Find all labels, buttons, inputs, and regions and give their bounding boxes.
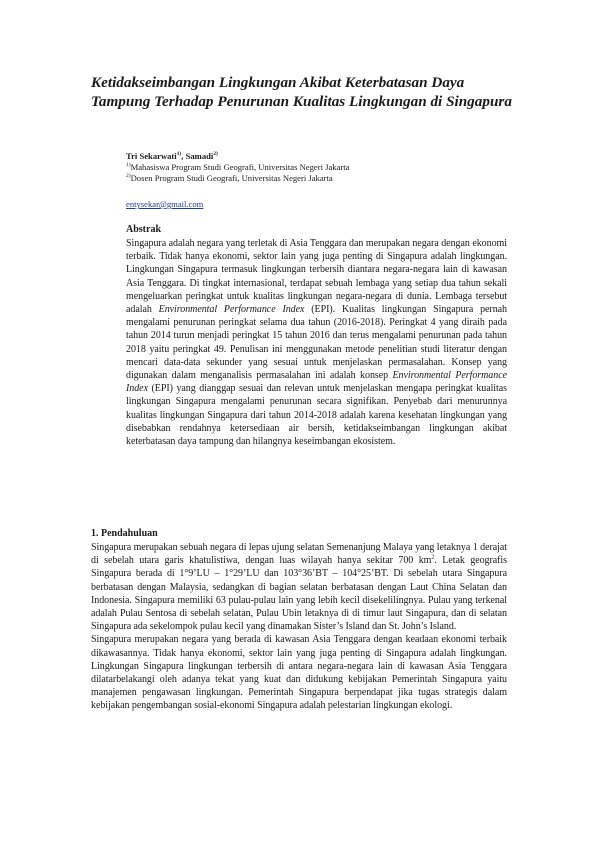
author-block bbox=[126, 151, 526, 184]
abstract-heading: Abstrak bbox=[126, 224, 162, 235]
introduction-heading: 1. Pendahuluan bbox=[91, 528, 158, 539]
affiliation-2-text: Dosen Program Studi Geografi, Universitas Negeri Jakarta bbox=[130, 173, 333, 183]
author-2-name: Samadi bbox=[185, 151, 214, 161]
introduction-section bbox=[91, 527, 507, 713]
author-names bbox=[126, 151, 526, 162]
introduction-paragraph-1 bbox=[91, 541, 507, 633]
affiliation-2-marker: 2) bbox=[126, 173, 131, 180]
abstract-section bbox=[126, 223, 507, 448]
abstract-text-3: (EPI) yang dianggap sesuai dan relevan untuk menjelaskan mengapa peringkat kualitas lingkungan Singapura mengalami penurunan secara signifikan. Penyebab dari menurunnya kualitas lingkungan Singapura dari tahun 2014-2018 adalah karena kesehatan lingkungan yang disebabkan rendahnya ketersediaan air bersih, ketidakseimbangan lingkungan akibat keterbatasan daya tampung dan hilangnya keseimbangan ekosistem. bbox=[126, 383, 507, 448]
affiliation-1-text: Mahasiswa Program Studi Geografi, Universitas Negeri Jakarta bbox=[130, 162, 350, 172]
author-email-link[interactable]: entysekar@gmail.com bbox=[126, 199, 204, 209]
abstract-text-1: Singapura adalah negara yang terletak di Asia Tenggara dan merupakan negara dengan ekonomi terbaik. Tidak hanya ekonomi, sektor lain yang juga penting di Singapura adalah lingkungan. Lingkungan Singapura termasuk lingkungan terbersih diantara negara-negara lain di kawasan Asia Tenggara. Di tingkat internasional, terdapat sebuah lembaga yang setiap dua tahun sekali mengeluarkan peringkat untuk kualitas lingkungan negara-negara di dunia. Lembaga tersebut adalah bbox=[126, 238, 507, 316]
introduction-paragraph-2: Singapura merupakan negara yang berada di kawasan Asia Tenggara dengan keadaan ekonomi terbaik dikawasannya. Tidak hanya ekonomi, sektor lain yang juga penting di Singapura adalah lingkungan. Lingkungan Singapura lingkungan terbersih di antara negara-negara lain di kawasan Asia Tenggara dilatarbelakangi oleh adanya tekat yang kuat dan didukung kebijakan Pemerintah Singapura yaitu manajemen pengawasan lingkungan. Pemerintah Singapura berpendapat jika tugas strategis dalam kebijakan pengembangan sosial-ekonomi Singapura adalah pelestarian lingkungan ekologi. bbox=[91, 634, 507, 712]
author-separator: , bbox=[181, 151, 186, 161]
abstract-text-2: (EPI). Kualitas lingkungan Singapura pernah mengalami penurunan peringkat selama dua tahun (2016-2018). Peringkat 4 yang diraih pada tahun 2014 turun menjadi peringkat 15 tahun 2016 dan terus mengalami penurunan pada tahun 2018 yaitu peringkat 49. Penulisan ini menggunakan metode penelitian studi literatur dengan mencari data-data sekunder yang sesuai untuk menjelaskan permasalahan. Konsep yang digunakan dalam menganalisis permasalahan ini adalah konsep bbox=[126, 304, 507, 382]
intro-area-superscript: 2 bbox=[431, 554, 435, 561]
author-1-marker: 1) bbox=[176, 151, 182, 158]
intro-text-1a: Singapura merupakan sebuah negara di lepas ujung selatan Semenanjung Malaya yang letaknya 1 derajat di sebelah utara garis khatulistiwa, dengan luas wilayah hanya sekitar 700 km bbox=[91, 542, 507, 567]
intro-text-1b: . Letak geografis Singapura berada di 1°9’LU – 1°29’LU dan 103°36’BT – 104°25’BT. Di sebelah utara Singapura berbatasan dengan Malaysia, sedangkan di bagian selatan berbatasan dengan Laut China Selatan dan Indonesia. Singapura memiliki 63 pulau-pulau lain yang lebih kecil disekelilingnya. Pulau yang terkenal adalah Pulau Sentosa di sebelah selatan, Pulau Ubin letaknya di di timur laut Singapura, dan di selatan Singapura ada sekelompok pulau kecil yang dinamakan Sister’s Island dan St. John’s Island. bbox=[91, 555, 508, 633]
author-2-marker: 2) bbox=[213, 151, 218, 158]
affiliation-1 bbox=[126, 162, 526, 173]
author-1-name: Tri Sekarwati bbox=[126, 151, 177, 161]
affiliation-2 bbox=[126, 173, 526, 184]
abstract-epi-term-1: Environmental Performance Index bbox=[158, 304, 305, 316]
abstract-epi-term-2: Environmental Performance Index bbox=[126, 370, 507, 395]
abstract-body bbox=[126, 237, 507, 448]
paper-title: Ketidakseimbangan Lingkungan Akibat Keterbatasan Daya Tampung Terhadap Penurunan Kualitas Lingkungan di Singapura bbox=[91, 74, 512, 110]
affiliation-1-marker: 1) bbox=[126, 162, 131, 169]
